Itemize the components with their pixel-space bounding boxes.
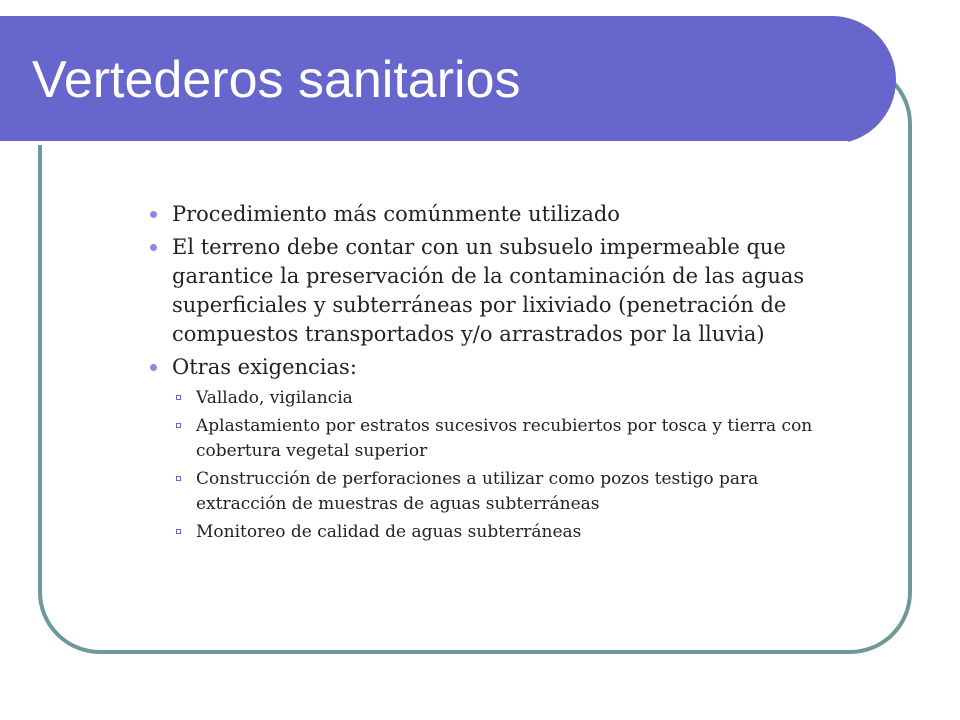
bullet-item (150, 353, 840, 545)
sub-bullet-item (172, 386, 840, 411)
sub-bullet-text: Aplastamiento por estratos sucesivos recubiertos por tosca y tierra con cobertura vegetal superior (196, 416, 813, 461)
square-bullet-icon (176, 529, 181, 534)
sub-bullet-item (172, 414, 840, 464)
bullet-dot-icon (150, 244, 157, 251)
sub-bullet-text: Monitoreo de calidad de aguas subterráneas (196, 522, 582, 542)
bullet-item (150, 200, 840, 229)
slide-title: Vertederos sanitarios (32, 51, 521, 109)
sub-bullet-item (172, 520, 840, 545)
square-bullet-icon (176, 395, 181, 400)
sub-bullet-text: Vallado, vigilancia (196, 388, 353, 408)
sub-bullet-list (172, 386, 840, 545)
square-bullet-icon (176, 423, 181, 428)
square-bullet-icon (176, 476, 181, 481)
bullet-item (150, 233, 840, 349)
bullet-dot-icon (150, 211, 157, 218)
title-bar (0, 16, 896, 144)
bullet-list (150, 200, 840, 545)
bullet-text: Procedimiento más comúnmente utilizado (172, 202, 620, 226)
sub-bullet-item (172, 467, 840, 517)
bullet-dot-icon (150, 364, 157, 371)
title-underline (0, 141, 848, 145)
bullet-text: Otras exigencias: (172, 355, 357, 379)
slide-content (150, 200, 840, 549)
sub-bullet-text: Construcción de perforaciones a utilizar como pozos testigo para extracción de muestras de aguas subterráneas (196, 469, 759, 514)
bullet-text: El terreno debe contar con un subsuelo impermeable que garantice la preservación de la contaminación de las aguas superficiales y subterráneas por lixiviado (penetración de compuestos transportados y/o arrastrados por la lluvia) (172, 235, 805, 346)
